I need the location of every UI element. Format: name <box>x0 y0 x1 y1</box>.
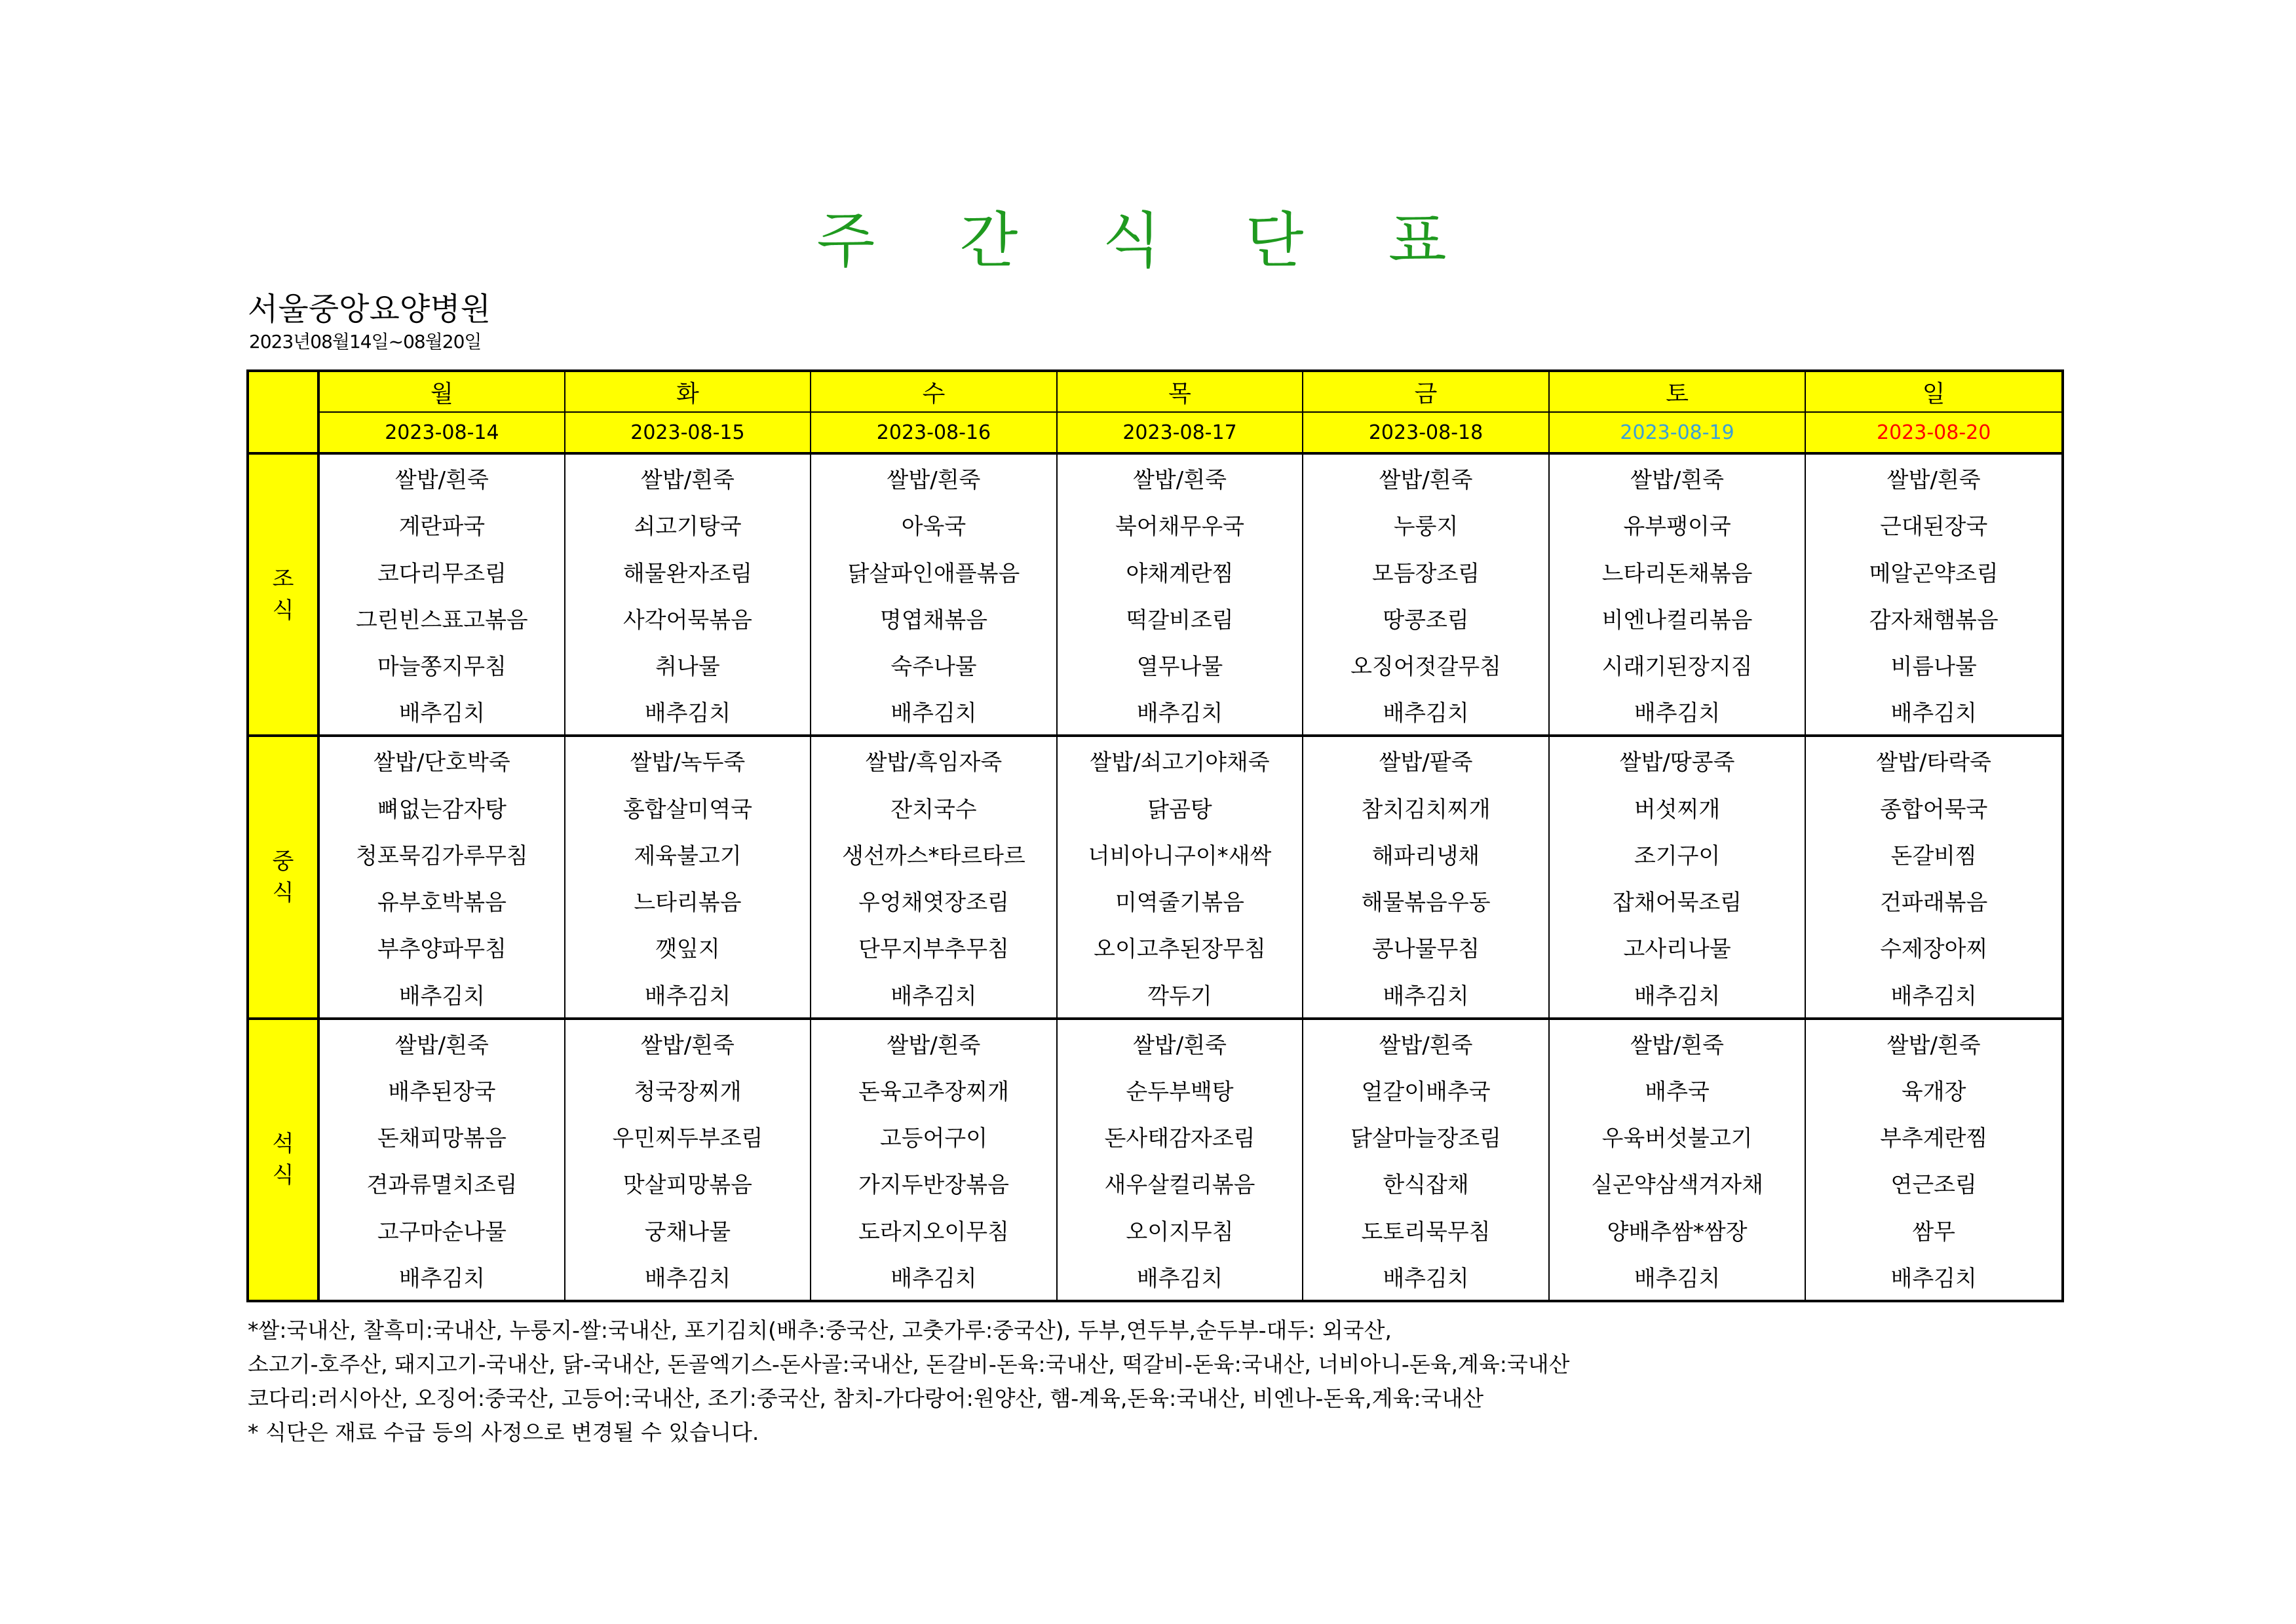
menu-item: 돈육고추장찌개 <box>811 1067 1057 1113</box>
date-tue: 2023-08-15 <box>565 412 811 453</box>
menu-item: 쌀밥/녹두죽 <box>565 736 811 784</box>
day-header-row <box>248 371 2063 412</box>
menu-item: 떡갈비조림 <box>1057 595 1303 641</box>
date-header-row <box>248 412 2063 453</box>
menu-item: 청포묵김가루무침 <box>318 831 565 877</box>
menu-item: 마늘쫑지무침 <box>318 641 565 688</box>
menu-item: 배추김치 <box>565 970 811 1018</box>
menu-item: 배추김치 <box>1549 970 1806 1018</box>
page-title: 주 간 식 단 표 <box>816 206 1480 276</box>
menu-item: 배추김치 <box>811 1253 1057 1301</box>
menu-item: 취나물 <box>565 641 811 688</box>
menu-item: 돈사태감자조림 <box>1057 1113 1303 1160</box>
menu-item: 쌀밥/흰죽 <box>811 1019 1057 1067</box>
menu-item: 우민찌두부조림 <box>565 1113 811 1160</box>
menu-item: 맛살피망볶음 <box>565 1160 811 1206</box>
menu-item: 깻잎지 <box>565 924 811 970</box>
menu-item: 쌀밥/흰죽 <box>1303 1019 1549 1067</box>
menu-item: 쌀밥/땅콩죽 <box>1549 736 1806 784</box>
note-line: *쌀:국내산, 찰흑미:국내산, 누룽지-쌀:국내산, 포기김치(배추:중국산, 고춧가루:중국산), 두부,연두부,순두부-대두: 외국산, <box>248 1317 1392 1343</box>
day-header-thu: 목 <box>1057 371 1303 412</box>
menu-item: 고구마순나물 <box>318 1207 565 1253</box>
menu-item: 종합어묵국 <box>1805 784 2063 831</box>
menu-item: 배추김치 <box>318 688 565 736</box>
meal-label-char: 식 <box>272 1162 294 1189</box>
menu-item: 야채계란찜 <box>1057 548 1303 594</box>
day-header-wed: 수 <box>811 371 1057 412</box>
menu-item: 해물볶음우동 <box>1303 877 1549 924</box>
menu-item: 북어채무우국 <box>1057 501 1303 548</box>
menu-item: 닭살마늘장조림 <box>1303 1113 1549 1160</box>
menu-item: 유부호박볶음 <box>318 877 565 924</box>
menu-item: 계란파국 <box>318 501 565 548</box>
menu-item: 쌀밥/흰죽 <box>1303 453 1549 501</box>
menu-item: 쌈무 <box>1805 1207 2063 1253</box>
menu-item: 오이지무침 <box>1057 1207 1303 1253</box>
menu-item: 열무나물 <box>1057 641 1303 688</box>
menu-item: 양배추쌈*쌈장 <box>1549 1207 1806 1253</box>
menu-item: 사각어묵볶음 <box>565 595 811 641</box>
menu-item: 잡채어묵조림 <box>1549 877 1806 924</box>
menu-item: 배추김치 <box>318 970 565 1018</box>
lunch-row <box>248 924 2063 970</box>
dinner-row <box>248 1160 2063 1206</box>
day-header-tue: 화 <box>565 371 811 412</box>
menu-item: 명엽채볶음 <box>811 595 1057 641</box>
menu-item: 버섯찌개 <box>1549 784 1806 831</box>
breakfast-label <box>248 453 318 736</box>
menu-item: 제육불고기 <box>565 831 811 877</box>
lunch-row <box>248 970 2063 1018</box>
menu-item: 비엔나컬리볶음 <box>1549 595 1806 641</box>
menu-item: 비름나물 <box>1805 641 2063 688</box>
breakfast-row <box>248 501 2063 548</box>
menu-item: 배추김치 <box>565 1253 811 1301</box>
day-header-sat: 토 <box>1549 371 1806 412</box>
menu-item: 가지두반장볶음 <box>811 1160 1057 1206</box>
menu-item: 잔치국수 <box>811 784 1057 831</box>
menu-item: 한식잡채 <box>1303 1160 1549 1206</box>
menu-item: 쌀밥/흰죽 <box>565 453 811 501</box>
menu-item: 근대된장국 <box>1805 501 2063 548</box>
date-fri: 2023-08-18 <box>1303 412 1549 453</box>
menu-item: 쌀밥/흑임자죽 <box>811 736 1057 784</box>
menu-item: 콩나물무침 <box>1303 924 1549 970</box>
menu-item: 새우살컬리볶음 <box>1057 1160 1303 1206</box>
note-line: 코다리:러시아산, 오징어:중국산, 고등어:국내산, 조기:중국산, 참치-가다랑어:원양산, 햄-계육,돈육:국내산, 비엔나-돈육,계육:국내산 <box>248 1386 1484 1411</box>
date-sat: 2023-08-19 <box>1549 412 1806 453</box>
menu-item: 그린빈스표고볶음 <box>318 595 565 641</box>
day-header-mon: 월 <box>318 371 565 412</box>
breakfast-row <box>248 548 2063 594</box>
dinner-row <box>248 1253 2063 1301</box>
menu-item: 쌀밥/타락죽 <box>1805 736 2063 784</box>
menu-item: 오이고추된장무침 <box>1057 924 1303 970</box>
menu-item: 땅콩조림 <box>1303 595 1549 641</box>
menu-item: 누룽지 <box>1303 501 1549 548</box>
menu-item: 쌀밥/쇠고기야채죽 <box>1057 736 1303 784</box>
menu-item: 도라지오이무침 <box>811 1207 1057 1253</box>
menu-item: 모듬장조림 <box>1303 548 1549 594</box>
date-sun: 2023-08-20 <box>1805 412 2063 453</box>
menu-item: 단무지부추무침 <box>811 924 1057 970</box>
dinner-row <box>248 1113 2063 1160</box>
menu-item: 부추계란찜 <box>1805 1113 2063 1160</box>
weekly-menu-table <box>246 369 2064 1302</box>
lunch-row <box>248 877 2063 924</box>
date-wed: 2023-08-16 <box>811 412 1057 453</box>
menu-item: 시래기된장지짐 <box>1549 641 1806 688</box>
menu-item: 쌀밥/흰죽 <box>1805 1019 2063 1067</box>
menu-item: 연근조림 <box>1805 1160 2063 1206</box>
menu-item: 배추김치 <box>811 970 1057 1018</box>
note-line: 소고기-호주산, 돼지고기-국내산, 닭-국내산, 돈골엑기스-돈사골:국내산, 돈갈비-돈육:국내산, 떡갈비-돈육:국내산, 너비아니-돈육,계육:국내산 <box>248 1351 1570 1377</box>
lunch-label <box>248 736 318 1018</box>
menu-item: 메알곤약조림 <box>1805 548 2063 594</box>
menu-item: 고등어구이 <box>811 1113 1057 1160</box>
menu-item: 쌀밥/팥죽 <box>1303 736 1549 784</box>
menu-item: 느타리볶음 <box>565 877 811 924</box>
date-thu: 2023-08-17 <box>1057 412 1303 453</box>
menu-item: 배추김치 <box>1805 1253 2063 1301</box>
menu-item: 감자채햄볶음 <box>1805 595 2063 641</box>
day-header-fri: 금 <box>1303 371 1549 412</box>
menu-item: 닭곰탕 <box>1057 784 1303 831</box>
menu-item: 수제장아찌 <box>1805 924 2063 970</box>
menu-item: 부추양파무침 <box>318 924 565 970</box>
menu-item: 오징어젓갈무침 <box>1303 641 1549 688</box>
menu-item: 청국장찌개 <box>565 1067 811 1113</box>
menu-item: 배추된장국 <box>318 1067 565 1113</box>
menu-item: 배추김치 <box>1057 688 1303 736</box>
menu-item: 숙주나물 <box>811 641 1057 688</box>
menu-item: 견과류멸치조림 <box>318 1160 565 1206</box>
menu-item: 미역줄기볶음 <box>1057 877 1303 924</box>
menu-item: 배추김치 <box>1549 688 1806 736</box>
menu-item: 유부팽이국 <box>1549 501 1806 548</box>
day-header-sun: 일 <box>1805 371 2063 412</box>
meal-label-char: 중 <box>272 848 294 875</box>
menu-item: 느타리돈채볶음 <box>1549 548 1806 594</box>
meal-label-char: 석 <box>272 1131 294 1158</box>
menu-item: 배추김치 <box>1549 1253 1806 1301</box>
menu-item: 해파리냉채 <box>1303 831 1549 877</box>
dinner-row <box>248 1207 2063 1253</box>
breakfast-row <box>248 641 2063 688</box>
menu-item: 너비아니구이*새싹 <box>1057 831 1303 877</box>
menu-item: 배추김치 <box>318 1253 565 1301</box>
breakfast-row <box>248 453 2063 501</box>
dinner-row <box>248 1019 2063 1067</box>
menu-item: 닭살파인애플볶음 <box>811 548 1057 594</box>
menu-item: 깍두기 <box>1057 970 1303 1018</box>
menu-item: 돈갈비찜 <box>1805 831 2063 877</box>
menu-item: 얼갈이배추국 <box>1303 1067 1549 1113</box>
menu-item: 배추김치 <box>565 688 811 736</box>
corner-cell <box>248 371 318 453</box>
menu-item: 쌀밥/흰죽 <box>1549 453 1806 501</box>
menu-item: 고사리나물 <box>1549 924 1806 970</box>
menu-item: 돈채피망볶음 <box>318 1113 565 1160</box>
dinner-label <box>248 1019 318 1301</box>
menu-period: 2023년08월14일~08월20일 <box>249 331 482 352</box>
breakfast-row <box>248 688 2063 736</box>
origin-notes <box>248 1313 1569 1450</box>
lunch-row <box>248 784 2063 831</box>
menu-item: 배추김치 <box>1057 1253 1303 1301</box>
menu-item: 쌀밥/흰죽 <box>318 1019 565 1067</box>
date-mon: 2023-08-14 <box>318 412 565 453</box>
menu-item: 홍합살미역국 <box>565 784 811 831</box>
menu-item: 쌀밥/흰죽 <box>1805 453 2063 501</box>
menu-item: 쌀밥/단호박죽 <box>318 736 565 784</box>
menu-item: 배추김치 <box>1303 688 1549 736</box>
menu-item: 배추김치 <box>1805 970 2063 1018</box>
lunch-row <box>248 736 2063 784</box>
menu-item: 우엉채엿장조림 <box>811 877 1057 924</box>
menu-item: 배추김치 <box>1303 970 1549 1018</box>
menu-item: 건파래볶음 <box>1805 877 2063 924</box>
menu-item: 도토리묵무침 <box>1303 1207 1549 1253</box>
menu-item: 쌀밥/흰죽 <box>1549 1019 1806 1067</box>
meal-label-char: 조 <box>272 565 294 592</box>
menu-item: 생선까스*타르타르 <box>811 831 1057 877</box>
hospital-name: 서울중앙요양병원 <box>248 291 491 328</box>
menu-item: 아욱국 <box>811 501 1057 548</box>
menu-item: 배추김치 <box>1805 688 2063 736</box>
menu-item: 배추김치 <box>811 688 1057 736</box>
menu-item: 뼈없는감자탕 <box>318 784 565 831</box>
menu-item: 해물완자조림 <box>565 548 811 594</box>
menu-item: 쌀밥/흰죽 <box>565 1019 811 1067</box>
menu-item: 쌀밥/흰죽 <box>811 453 1057 501</box>
lunch-row <box>248 831 2063 877</box>
meal-label-char: 식 <box>272 597 294 624</box>
menu-item: 코다리무조림 <box>318 548 565 594</box>
note-line: * 식단은 재료 수급 등의 사정으로 변경될 수 있습니다. <box>248 1420 759 1445</box>
menu-item: 쇠고기탕국 <box>565 501 811 548</box>
menu-item: 쌀밥/흰죽 <box>318 453 565 501</box>
menu-item: 조기구이 <box>1549 831 1806 877</box>
breakfast-row <box>248 595 2063 641</box>
dinner-row <box>248 1067 2063 1113</box>
menu-body <box>248 453 2063 1301</box>
menu-item: 우육버섯불고기 <box>1549 1113 1806 1160</box>
menu-item: 순두부백탕 <box>1057 1067 1303 1113</box>
menu-item: 쌀밥/흰죽 <box>1057 1019 1303 1067</box>
meal-label-char: 식 <box>272 879 294 906</box>
menu-item: 배추김치 <box>1303 1253 1549 1301</box>
menu-item: 참치김치찌개 <box>1303 784 1549 831</box>
menu-item: 실곤약삼색겨자채 <box>1549 1160 1806 1206</box>
menu-item: 육개장 <box>1805 1067 2063 1113</box>
menu-item: 배추국 <box>1549 1067 1806 1113</box>
menu-item: 쌀밥/흰죽 <box>1057 453 1303 501</box>
menu-item: 궁채나물 <box>565 1207 811 1253</box>
